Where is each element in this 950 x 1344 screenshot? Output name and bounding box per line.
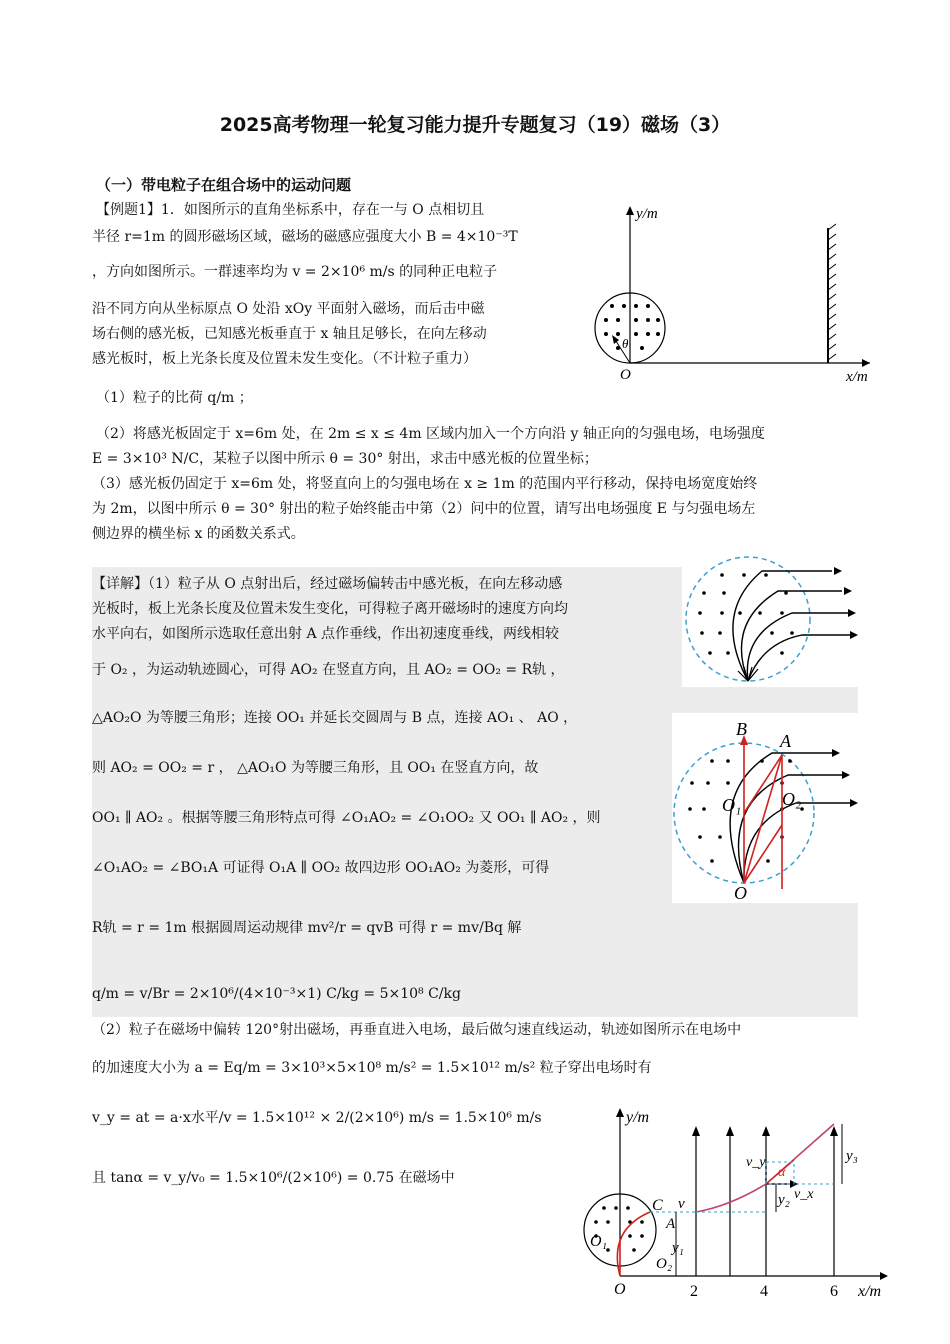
point-O1-label: O₁ (722, 795, 742, 815)
solution-line: ∠O₁AO₂ = ∠BO₁A 可证得 O₁A ∥ OO₂ 故四边形 OO₁AO₂ 为菱形，可得 (92, 860, 550, 876)
solution-line: 水平向右，如图所示选取任意出射 A 点作垂线，作出初速度垂线，两线相较 (92, 626, 560, 642)
problem-line: 沿不同方向从坐标原点 O 处沿 xOy 平面射入磁场，而后击中磁 (92, 301, 485, 317)
alpha-label: α (778, 1165, 786, 1180)
y1-label: y₁ (672, 1240, 684, 1256)
point-O-label: O (734, 883, 747, 903)
problem-line: 感光板时，板上光条长度及位置未发生变化。（不计粒子重力） (92, 351, 477, 367)
point-O2-label: O₂ (656, 1256, 673, 1272)
point-A-label: A (780, 731, 791, 751)
solution-line: OO₁ ∥ AO₂ 。根据等腰三角形特点可得 ∠O₁AO₂ = ∠O₁OO₂ 又 OO₁ ∥ AO₂ ，则 (92, 810, 601, 826)
figure-electric-field-trajectory (580, 1100, 900, 1300)
point-O2-label: O₂ (782, 789, 802, 809)
problem-line: （2）将感光板固定于 x=6m 处，在 2m ≤ x ≤ 4m 区域内加入一个方向沿 y 轴正向的匀强电场，电场强度 (96, 426, 765, 442)
problem-line: ，方向如图所示。一群速率均为 v = 2×10⁶ m/s 的同种正电粒子 (92, 264, 498, 280)
solution-line: v_y = at = a·x水平/v = 1.5×10¹² × 2/(2×10⁶) m/s = 1.5×10⁶ m/s (92, 1110, 542, 1126)
problem-line: 半径 r=1m 的圆形磁场区域，磁场的磁感应强度大小 B = 4×10⁻³T (92, 229, 518, 245)
section-heading: （一）带电粒子在组合场中的运动问题 (96, 176, 352, 194)
solution-line: △AO₂O 为等腰三角形；连接 OO₁ 并延长交圆周与 B 点，连接 AO₁ 、 AO ， (92, 710, 578, 726)
origin-label: O (620, 367, 631, 383)
x-tick: 2 (690, 1283, 698, 1300)
page-title: 2025高考物理一轮复习能力提升专题复习（19）磁场（3） (219, 114, 731, 136)
problem-line: （1）粒子的比荷 q/m ； (96, 390, 253, 406)
vx-label: v_x (794, 1187, 814, 1202)
x-axis-label: x/m (858, 1283, 882, 1300)
solution-line: （2）粒子在磁场中偏转 120°射出磁场，再垂直进入电场，最后做匀速直线运动，轨迹如图所示在电场中 (92, 1022, 742, 1038)
y-axis-label: y/m (636, 206, 658, 222)
point-O1-label: O₁ (590, 1233, 608, 1250)
y2-label: y₂ (778, 1192, 790, 1208)
y3-label: y₃ (846, 1148, 858, 1164)
x-axis-label: x/m (846, 369, 868, 385)
y-axis-label: y/m (626, 1109, 650, 1126)
problem-line: 场右侧的感光板，已知感光板垂直于 x 轴且足够长，在向左移动 (92, 326, 487, 342)
figure-coordinate-setup (578, 198, 878, 388)
problem-line: E = 3×10³ N/C，某粒子以图中所示 θ = 30° 射出，求击中感光板的位置坐标； (92, 451, 598, 467)
solution-line: 的加速度大小为 a = Eq/m = 3×10³×5×10⁸ m/s² = 1.5×10¹² m/s² 粒子穿出电场时有 (92, 1060, 652, 1076)
solution-line: q/m = v/Br = 2×10⁶/(4×10⁻³×1) C/kg = 5×10⁸ C/kg (92, 986, 461, 1002)
point-B-label: B (736, 719, 747, 739)
problem-line: 侧边界的横坐标 x 的函数关系式。 (92, 526, 305, 542)
figure-trajectories (682, 553, 858, 687)
theta-label: θ (622, 336, 629, 351)
velocity-v-label: v (678, 1196, 685, 1212)
solution-line: 于 O₂ ，为运动轨迹圆心，可得 AO₂ 在竖直方向，且 AO₂ = OO₂ = R轨 ， (92, 662, 565, 678)
problem-line: 为 2m，以图中所示 θ = 30° 射出的粒子始终能击中第（2）问中的位置，请写出电场强度 E 与匀强电场左 (92, 501, 756, 517)
x-tick: 4 (760, 1283, 768, 1300)
solution-line: R轨 = r = 1m 根据圆周运动规律 mv²/r = qvB 可得 r = mv/Bq 解 (92, 920, 522, 936)
problem-line: （3）感光板仍固定于 x=6m 处，将竖直向上的匀强电场在 x ≥ 1m 的范围内平行移动，保持电场宽度始终 (92, 476, 758, 492)
solution-line: 且 tanα = v_y/v₀ = 1.5×10⁶/(2×10⁶) = 0.75 在磁场中 (92, 1170, 455, 1186)
problem-line: 【例题1】1．如图所示的直角坐标系中，存在一与 O 点相切且 (96, 202, 485, 218)
point-A-label: A (666, 1216, 676, 1232)
solution-line: 【详解】（1）粒子从 O 点射出后，经过磁场偏转击中感光板，在向左移动感 (92, 576, 563, 592)
solution-line: 光板时，板上光条长度及位置未发生变化，可得粒子离开磁场时的速度方向均 (92, 601, 568, 617)
solution-line: 则 AO₂ = OO₂ = r ， △AO₁O 为等腰三角形，且 OO₁ 在竖直方向，故 (92, 760, 539, 776)
figure-rhombus-geometry (672, 713, 858, 903)
vy-label: v_y (746, 1155, 766, 1170)
x-tick: 6 (830, 1283, 838, 1300)
origin-label: O (614, 1281, 626, 1298)
point-C-label: C (652, 1197, 663, 1214)
